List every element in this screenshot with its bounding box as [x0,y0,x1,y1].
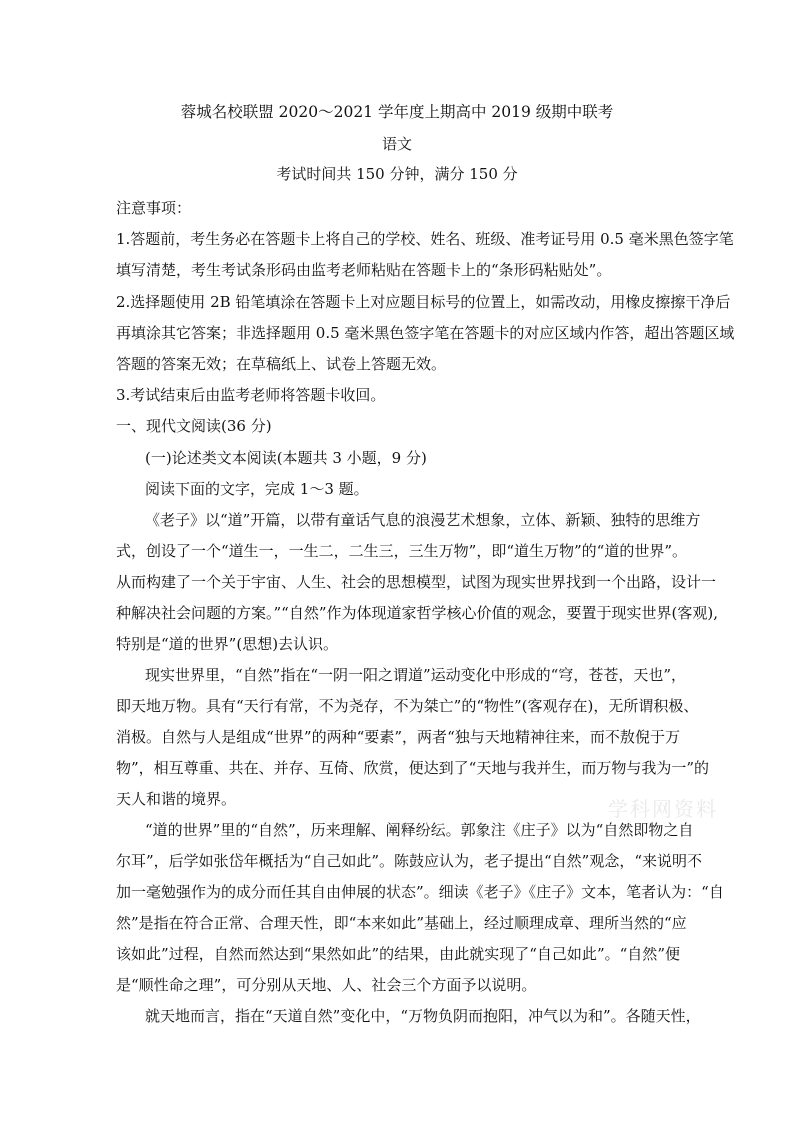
passage-line: 消极。自然与人是组成“世界”的两种“要素”，两者“独与天地精神往来，而不敖倪于万 [116,728,680,746]
passage-line: 特别是“道的世界”(思想)去认识。 [116,635,339,653]
section-heading: 一、现代文阅读(36 分) [116,417,272,435]
passage-line: 《老子》以“道”开篇，以带有童话气息的浪漫艺术想象，立体、新颖、独特的思维方 [145,511,701,529]
passage-line: 种解决社会问题的方案。”“自然”作为体现道家哲学核心价值的观念，要置于现实世界(客观), [116,604,718,622]
passage-line: 就天地而言，指在“天道自然”变化中，“万物负阴而抱阳，冲气以为和”。各随天性， [145,1007,701,1025]
reading-instruction: 阅读下面的文字，完成 1～3 题。 [145,480,369,498]
notes-line: 填写清楚，考生考试条形码由监考老师粘贴在答题卡上的“条形码粘贴处”。 [116,261,612,279]
passage-line: 从而构建了一个关于宇宙、人生、社会的思想模型，试图为现实世界找到一个出路，设计一 [116,573,717,591]
subject-title: 语文 [381,135,412,153]
passage-line: 尔耳”，后学如张岱年概括为“自己如此”。陈鼓应认为，老子提出“自然”观念，“来说明不 [116,852,703,870]
passage-line: “道的世界”里的“自然”，历来理解、阐释纷纭。郭象注《庄子》以为“自然即物之自 [145,821,694,839]
passage-line: 加一毫勉强作为的成分而任其自由伸展的状态”。细读《老子》《庄子》文本，笔者认为：“自 [116,883,724,901]
passage-line: 该如此”过程，自然而然达到“果然如此”的结果，由此就实现了“自己如此”。“自然”便 [116,945,680,963]
notes-line: 2.选择题使用 2B 铅笔填涂在答题卡上对应题目标号的位置上，如需改动，用橡皮擦擦干净后 [116,293,731,311]
notes-heading: 注意事项： [116,199,192,217]
section-subheading: (一)论述类文本阅读(本题共 3 小题，9 分) [145,449,427,467]
passage-line: 是“顺性命之理”，可分别从天地、人、社会三个方面予以说明。 [116,976,537,994]
passage-line: 然”是指在符合正常、合理天性，即“本来如此”基础上，经过顺理成章、理所当然的“应 [116,914,687,932]
exam-time-info: 考试时间共 150 分钟，满分 150 分 [276,165,518,183]
notes-line: 答题的答案无效；在草稿纸上、试卷上答题无效。 [116,355,447,373]
passage-line: 天人和谐的境界。 [116,790,237,808]
notes-line: 3.考试结束后由监考老师将答题卡收回。 [116,386,386,404]
passage-line: 即天地万物。具有“天行有常，不为尧存，不为桀亡”的“物性”(客观存在)，无所谓积极、 [116,697,699,715]
notes-line: 再填涂其它答案；非选择题用 0.5 毫米黑色签字笔在答题卡的对应区域内作答，超出答题区域 [116,324,735,342]
watermark: 学科网资料 [608,797,718,821]
passage-line: 现实世界里，“自然”指在“一阴一阳之谓道”运动变化中形成的“穹，苍苍，天也”， [145,666,687,684]
passage-line: 物”，相互尊重、共在、并存、互倚、欣赏，便达到了“天地与我并生，而万物与我为一”的 [116,759,710,777]
notes-line: 1.答题前，考生务必在答题卡上将自己的学校、姓名、班级、准考证号用 0.5 毫米黑色签字笔 [116,230,734,248]
passage-line: 式，创设了一个“道生一，一生二，二生三，三生万物”，即“道生万物”的“道的世界”。 [116,542,688,560]
exam-title: 蓉城名校联盟 2020～2021 学年度上期高中 2019 级期中联考 [180,103,614,121]
